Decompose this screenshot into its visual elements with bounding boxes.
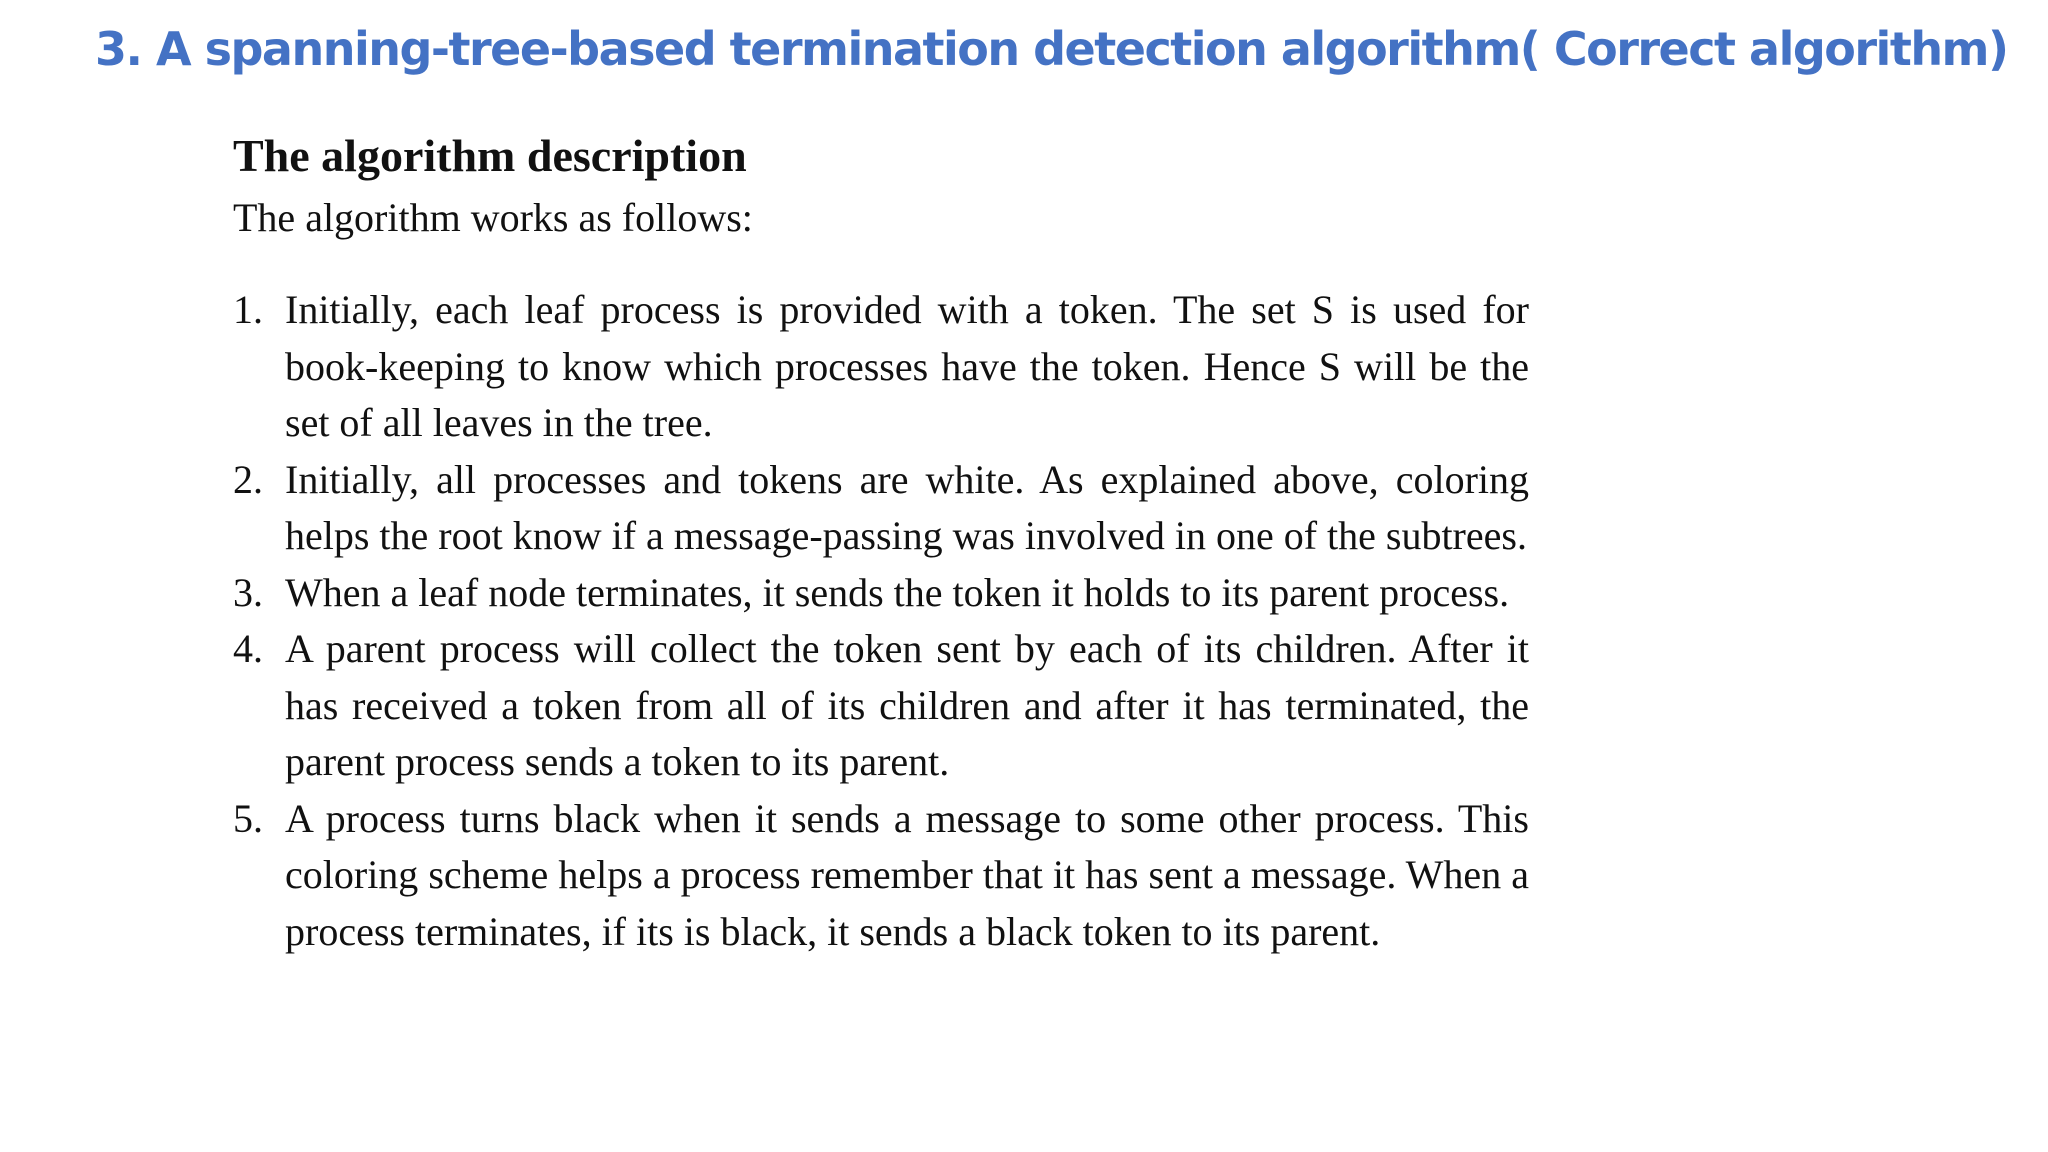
section-heading: The algorithm description: [233, 130, 747, 181]
steps-list: [233, 282, 1529, 960]
list-item: [233, 452, 1529, 565]
step-number: 3.: [233, 569, 263, 615]
algorithm-document: [233, 120, 1533, 960]
step-text: Initially, all processes and tokens are white. As explained above, coloring helps the root know if a message-passing was involved in one of the subtrees.: [285, 456, 1529, 558]
step-number: 4.: [233, 626, 263, 671]
slide-title: 3. A spanning-tree-based termination detection algorithm( Correct algorithm): [95, 22, 2008, 76]
list-item: [233, 621, 1529, 791]
step-text: When a leaf node terminates, it sends the token it holds to its parent process.: [285, 569, 1510, 615]
list-item: [233, 791, 1529, 961]
step-text: A parent process will collect the token sent by each of its children. After it has received a token from all of its children and after it has terminated, the parent process sends a token to its parent.: [285, 626, 1529, 784]
step-text: Initially, each leaf process is provided with a token. The set S is used for book-keeping to know which processes have the token. Hence S will be the set of all leaves in the tree.: [285, 287, 1529, 445]
step-number: 2.: [233, 456, 263, 502]
step-number: 1.: [233, 287, 263, 332]
step-number: 5.: [233, 795, 263, 841]
list-item: [233, 282, 1529, 452]
list-item: [233, 565, 1529, 622]
intro-text: The algorithm works as follows:: [233, 195, 753, 240]
step-text: A process turns black when it sends a message to some other process. This coloring scheme helps a process remember that it has sent a message. When a process terminates, if its is black, it sends a black token to its parent.: [285, 795, 1529, 954]
